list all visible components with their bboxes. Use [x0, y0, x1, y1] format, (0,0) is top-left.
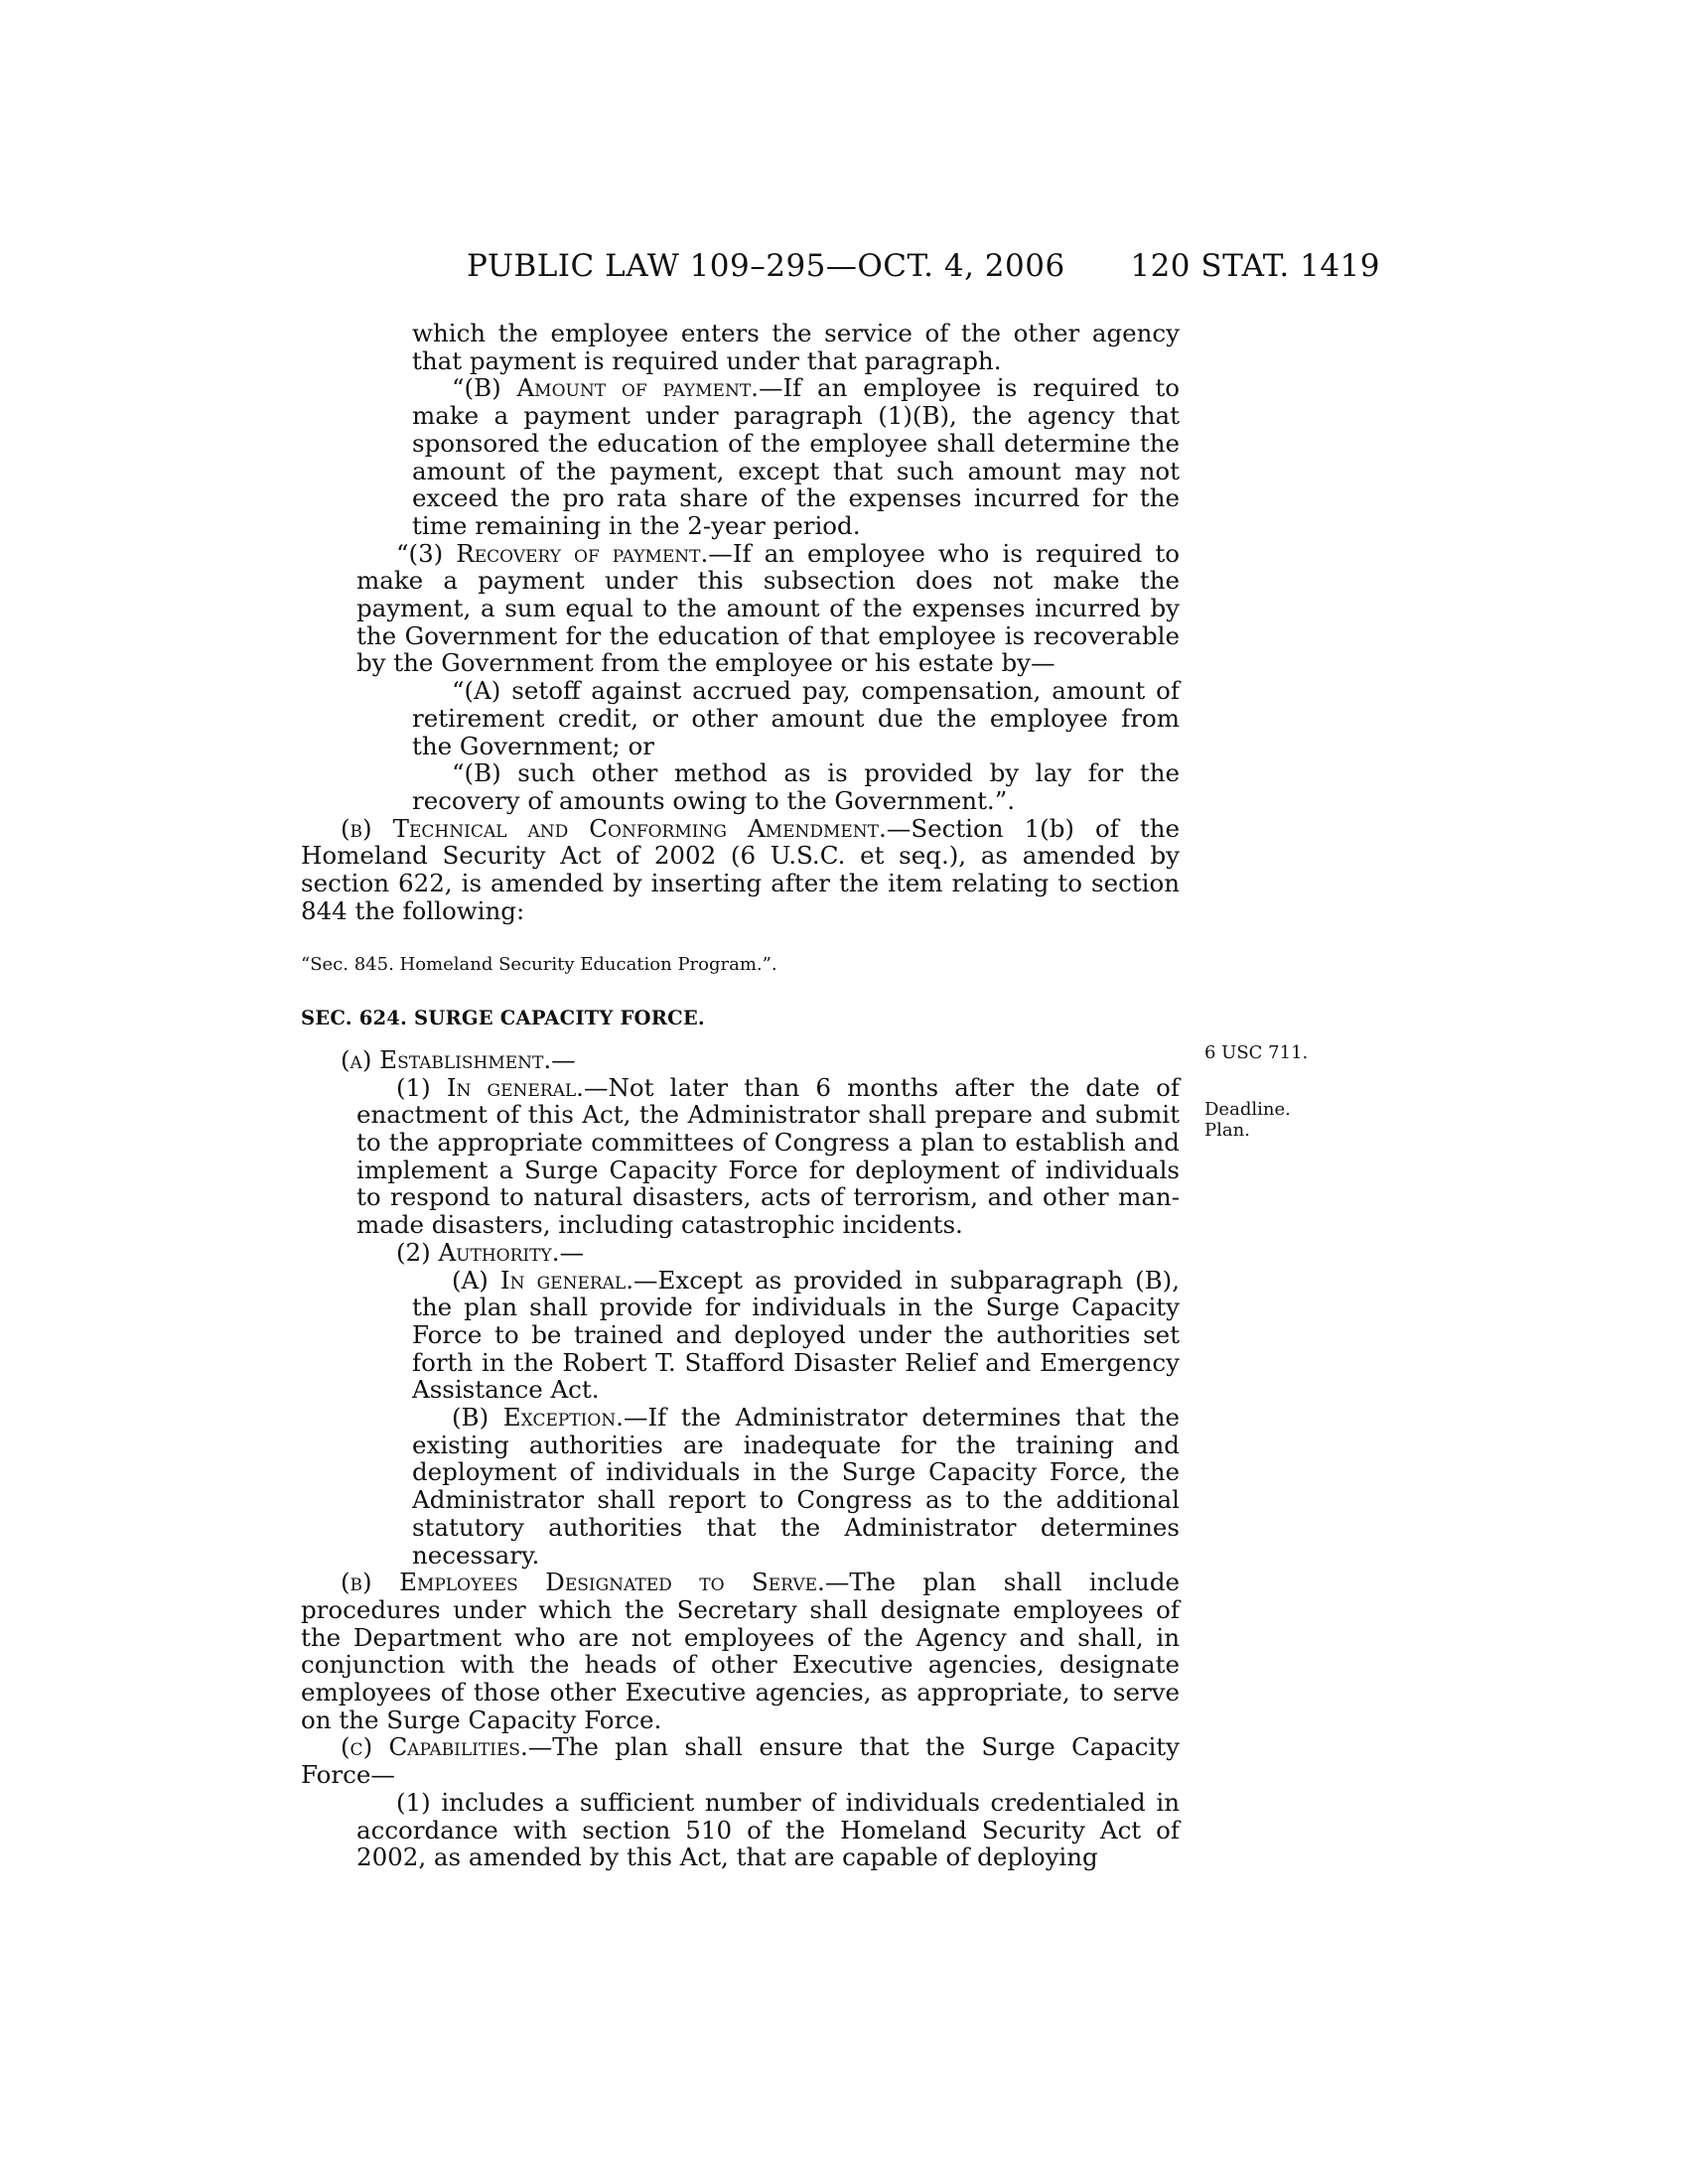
paragraph-label: (1) In general.—	[396, 1072, 609, 1102]
section-heading: SEC. 624. SURGE CAPACITY FORCE.	[301, 1007, 705, 1030]
stat-reference: 120 STAT. 1419	[1130, 248, 1380, 284]
paragraph-text: The plan shall include procedures under which the Secretary shall designate employees of the Department who are not employees of the Agency and shall, in conjunction with the heads of other Executive agencies, designate employees of those other Executive agencies, as appropriate, to serve on the Surge Capacity Force.	[301, 1568, 1180, 1734]
paragraph-technical-amendment	[301, 815, 1180, 925]
paragraph-exception	[301, 1404, 1180, 1569]
paragraph-label: (c) Capabilities.—	[341, 1732, 553, 1762]
paragraph-continuation	[301, 320, 1180, 374]
paragraph-text: Section 1(b) of the Homeland Security Act of 2002 (6 U.S.C. et seq.), as amended by section 622, is amended by inserting after the item relating to section 844 the following:	[301, 813, 1180, 925]
paragraph-credentialed	[301, 1789, 1180, 1871]
paragraph-text: which the employee enters the service of the other agency that payment is required under that paragraph.	[412, 319, 1180, 375]
paragraph-label: (b) Technical and Conforming Amendment.—	[341, 813, 912, 843]
paragraph-authority-in-general	[301, 1267, 1180, 1405]
paragraph-amount-of-payment	[301, 374, 1180, 539]
paragraph-text: If the Administrator determines that the existing authorities are inadequate for the training and deployment of individuals in the Surge Capacity Force, the Administrator shall report to Congress as to the additional statutory authorities that the Administrator determines necessary.	[412, 1403, 1180, 1570]
paragraph-text: (1) includes a sufficient number of individuals credentialed in accordance with section 510 of the Homeland Security Act of 2002, as amended by this Act, that are capable of deploying	[356, 1787, 1180, 1872]
usc-citation-note: 6 USC 711.	[1204, 1042, 1309, 1063]
paragraph-label: (b) Employees Designated to Serve.—	[341, 1568, 850, 1597]
paragraph-text: Not later than 6 months after the date of enactment of this Act, the Administrator shall prepare and submit to the appropriate committees of Congress a plan to establish and implement a Surge Capacity Force for deployment of individuals to respond to natural disasters, acts of terrorism, and other man-made disasters, including catastrophic incidents.	[356, 1072, 1180, 1240]
document-body	[301, 320, 1180, 1871]
page-header	[467, 248, 1380, 288]
paragraph-other-method	[301, 759, 1180, 814]
paragraph-text: “(B) such other method as is provided by lay for the recovery of amounts owing to the Government.”.	[412, 758, 1180, 815]
paragraph-text: Except as provided in subparagraph (B), the plan shall provide for individuals in the Surge Capacity Force to be trained and deployed under the authorities set forth in the Robert T. Stafford Disaster Relief and Emergency Assistance Act.	[412, 1265, 1181, 1405]
paragraph-setoff	[301, 677, 1180, 759]
paragraph-text: If an employee who is required to make a payment under this subsection does not make the payment, a sum equal to the amount of the expenses incurred by the Government for the education of that employee is recoverable by the Government from the employee or his estate by—	[356, 538, 1180, 678]
paragraph-label: (B) Exception.—	[452, 1403, 648, 1433]
paragraph-recovery-of-payment	[301, 540, 1180, 678]
paragraph-capabilities	[301, 1733, 1180, 1788]
paragraph-label: “(B) Amount of payment.—	[452, 373, 783, 403]
paragraph-label: (2) Authority.—	[396, 1237, 584, 1267]
paragraph-label: (a) Establishment.—	[341, 1044, 576, 1074]
paragraph-text: “(A) setoff against accrued pay, compensation, amount of retirement credit, or other amount due the employee from the Government; or	[412, 676, 1180, 760]
paragraph-establishment	[301, 1046, 1180, 1074]
deadline-note: Deadline.	[1204, 1099, 1291, 1120]
plan-note: Plan.	[1204, 1120, 1250, 1141]
paragraph-text: If an employee is required to make a payment under paragraph (1)(B), the agency that sponsored the education of the employee shall determine the amount of the payment, except that such amount may not exceed the pro rata share of the expenses incurred for the time remaining in the 2-year period.	[412, 373, 1181, 540]
paragraph-label: “(3) Recovery of payment.—	[396, 538, 733, 568]
paragraph-label: (A) In general.—	[452, 1265, 658, 1295]
paragraph-authority	[301, 1239, 1180, 1267]
amendment-line: “Sec. 845. Homeland Security Education Program.”.	[301, 954, 777, 976]
law-title: PUBLIC LAW 109–295—OCT. 4, 2006	[467, 248, 1065, 284]
paragraph-in-general	[301, 1074, 1180, 1239]
paragraph-employees-designated	[301, 1569, 1180, 1733]
paragraph-text: The plan shall ensure that the Surge Capacity Force—	[301, 1732, 1180, 1790]
